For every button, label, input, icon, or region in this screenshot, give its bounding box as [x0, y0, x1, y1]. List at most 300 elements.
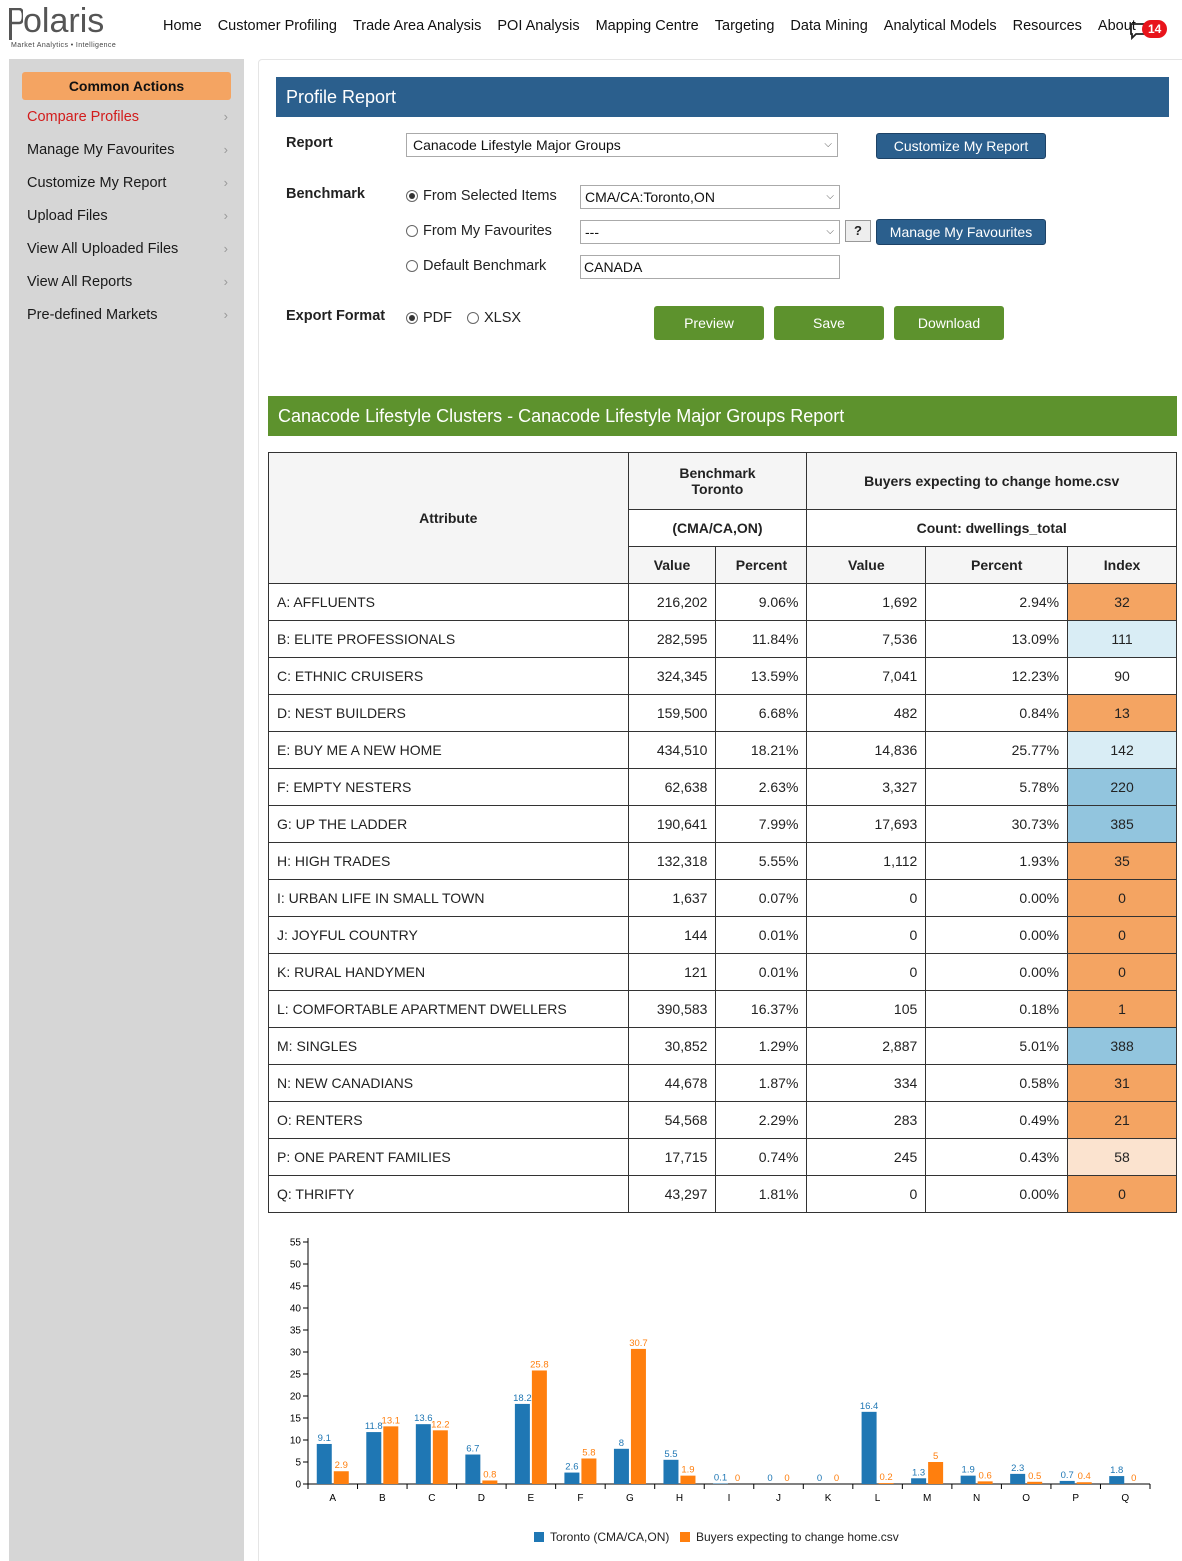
radio-default-benchmark[interactable] [406, 258, 546, 274]
y-tick-label: 55 [289, 1237, 301, 1249]
chevron-down-icon: ⌵ [826, 226, 834, 237]
data-label: 1.3 [912, 1467, 926, 1479]
sidebar-item-label: Upload Files [27, 208, 108, 224]
x-tick-label: O [1022, 1493, 1031, 1504]
bar-chart [270, 1230, 1170, 1555]
selected-items-select[interactable] [580, 185, 840, 209]
table-row [269, 695, 1177, 732]
data-label: 0 [784, 1473, 790, 1484]
legend-label-2: Buyers expecting to change home.csv [696, 1530, 899, 1544]
sidebar-item-label: View All Reports [27, 274, 133, 290]
cell-bench-value: 190,641 [628, 806, 716, 843]
cell-attribute: A: AFFLUENTS [269, 584, 629, 621]
cell-target-value: 245 [807, 1139, 926, 1176]
cell-attribute: I: URBAN LIFE IN SMALL TOWN [269, 880, 629, 917]
polaris-logo[interactable] [9, 2, 129, 52]
bar-a-series-1 [317, 1444, 332, 1484]
data-label: 0 [767, 1473, 773, 1484]
logo-mark-icon [9, 8, 23, 40]
col-target-sub: Count: dwellings_total [807, 510, 1177, 547]
default-benchmark-field[interactable]: CANADA [580, 255, 840, 279]
cell-bench-value: 390,583 [628, 991, 716, 1028]
bar-b-series-2 [383, 1426, 398, 1484]
nav-poi-analysis[interactable]: POI Analysis [497, 18, 580, 34]
report-table-body [269, 584, 1177, 1213]
favourites-select[interactable] [580, 220, 840, 244]
cell-bench-percent: 7.99% [716, 806, 807, 843]
y-tick-label: 30 [289, 1347, 301, 1359]
x-tick-label: N [973, 1493, 981, 1504]
bar-h-series-1 [663, 1460, 678, 1484]
cell-target-value: 7,536 [807, 621, 926, 658]
selected-items-value: CMA/CA:Toronto,ON [585, 189, 715, 205]
bar-c-series-1 [416, 1424, 431, 1484]
x-tick-label: B [378, 1493, 386, 1504]
sidebar-item-label: Pre-defined Markets [27, 307, 158, 323]
sidebar-item-pre-defined-markets[interactable] [9, 305, 244, 338]
table-row [269, 1065, 1177, 1102]
sidebar-item-label: Customize My Report [27, 175, 167, 191]
table-row [269, 1028, 1177, 1065]
cell-index: 13 [1068, 695, 1177, 732]
x-tick-label: I [727, 1493, 731, 1504]
nav-resources[interactable]: Resources [1012, 18, 1082, 34]
report-select-value: Canacode Lifestyle Major Groups [413, 137, 621, 153]
cell-bench-percent: 0.01% [716, 954, 807, 991]
sidebar [9, 59, 244, 1561]
cell-attribute: J: JOYFUL COUNTRY [269, 917, 629, 954]
cell-attribute: M: SINGLES [269, 1028, 629, 1065]
radio-pdf-label: PDF [423, 310, 452, 326]
cell-index: 111 [1068, 621, 1177, 658]
radio-selected-items-label: From Selected Items [423, 188, 557, 204]
help-button[interactable]: ? [845, 220, 871, 242]
report-table [268, 452, 1177, 1213]
y-tick-label: 40 [289, 1303, 301, 1315]
data-label: 8 [618, 1437, 625, 1449]
data-label: 1.9 [681, 1464, 695, 1476]
logo-tagline: Market Analytics • Intelligence [11, 42, 117, 49]
data-label: 0.6 [978, 1470, 992, 1482]
cell-bench-percent: 13.59% [716, 658, 807, 695]
col-target: Buyers expecting to change home.csv [807, 453, 1177, 510]
bar-o-series-2 [1027, 1482, 1042, 1484]
data-label: 1.9 [961, 1464, 975, 1476]
cell-bench-percent: 1.29% [716, 1028, 807, 1065]
cell-attribute: B: ELITE PROFESSIONALS [269, 621, 629, 658]
sidebar-item-label: Compare Profiles [27, 109, 140, 125]
y-tick-label: 50 [289, 1259, 301, 1271]
cell-attribute: N: NEW CANADIANS [269, 1065, 629, 1102]
data-label: 0.8 [483, 1469, 497, 1481]
chevron-right-icon: › [223, 175, 228, 190]
bar-e-series-2 [532, 1370, 547, 1484]
data-label: 11.8 [364, 1421, 383, 1433]
cell-bench-value: 121 [628, 954, 716, 991]
sidebar-item-label: View All Uploaded Files [27, 241, 179, 257]
chevron-right-icon: › [223, 274, 228, 289]
cell-bench-value: 62,638 [628, 769, 716, 806]
y-tick-label: 15 [289, 1413, 301, 1425]
col-benchmark: Benchmark Toronto [628, 453, 807, 510]
nav-analytical-models[interactable]: Analytical Models [883, 18, 997, 34]
cell-bench-value: 159,500 [628, 695, 716, 732]
report-title: Canacode Lifestyle Clusters - Canacode Lifestyle Major Groups Report [268, 396, 1177, 436]
cell-target-percent: 0.43% [926, 1139, 1068, 1176]
cell-bench-value: 44,678 [628, 1065, 716, 1102]
common-actions-header: Common Actions [22, 72, 231, 100]
cell-index: 32 [1068, 584, 1177, 621]
manage-favourites-button[interactable]: Manage My Favourites [876, 219, 1046, 245]
cell-target-value: 105 [807, 991, 926, 1028]
table-row [269, 991, 1177, 1028]
cell-bench-percent: 5.55% [716, 843, 807, 880]
cell-attribute: C: ETHNIC CRUISERS [269, 658, 629, 695]
cell-bench-value: 54,568 [628, 1102, 716, 1139]
bar-g-series-1 [614, 1449, 629, 1484]
data-label: 30.7 [629, 1337, 648, 1349]
cell-target-percent: 0.84% [926, 695, 1068, 732]
data-label: 25.8 [530, 1359, 549, 1371]
radio-off-icon [406, 225, 418, 237]
cell-target-percent: 1.93% [926, 843, 1068, 880]
radio-on-icon [406, 190, 418, 202]
sidebar-item-view-all-reports[interactable] [9, 272, 244, 305]
bar-f-series-1 [564, 1473, 579, 1484]
bar-h-series-2 [680, 1476, 695, 1484]
radio-xlsx[interactable] [467, 310, 521, 326]
table-row [269, 1139, 1177, 1176]
data-label: 13.6 [414, 1413, 433, 1425]
top-navbar [0, 0, 1182, 56]
table-row [269, 769, 1177, 806]
cell-bench-percent: 16.37% [716, 991, 807, 1028]
x-tick-label: K [824, 1493, 832, 1504]
radio-my-favourites-label: From My Favourites [423, 223, 552, 239]
nav-trade-area-analysis[interactable]: Trade Area Analysis [352, 18, 482, 34]
x-tick-label: P [1072, 1493, 1080, 1504]
data-label: 9.1 [317, 1432, 331, 1444]
nav-customer-profiling[interactable]: Customer Profiling [217, 18, 337, 34]
data-label: 0.1 [713, 1472, 728, 1484]
x-tick-label: G [626, 1493, 634, 1504]
bar-p-series-1 [1060, 1481, 1075, 1484]
cell-target-percent: 0.00% [926, 954, 1068, 991]
cell-attribute: K: RURAL HANDYMEN [269, 954, 629, 991]
data-label: 18.2 [513, 1392, 532, 1404]
chart-svg [270, 1230, 1170, 1555]
cell-target-value: 482 [807, 695, 926, 732]
x-tick-label: A [329, 1493, 337, 1504]
cell-index: 0 [1068, 1176, 1177, 1213]
data-label: 0.2 [879, 1472, 893, 1484]
benchmark-label: Benchmark [286, 186, 365, 202]
col-target-percent: Percent [926, 547, 1068, 584]
cell-index: 385 [1068, 806, 1177, 843]
bar-o-series-1 [1010, 1474, 1025, 1484]
cell-bench-value: 216,202 [628, 584, 716, 621]
cell-target-value: 1,692 [807, 584, 926, 621]
cell-target-value: 0 [807, 1176, 926, 1213]
cell-bench-percent: 18.21% [716, 732, 807, 769]
data-label: 5.8 [582, 1447, 596, 1459]
cell-bench-value: 43,297 [628, 1176, 716, 1213]
cell-bench-value: 144 [628, 917, 716, 954]
table-row [269, 732, 1177, 769]
radio-selected-items[interactable] [406, 188, 557, 204]
data-label: 16.4 [859, 1400, 879, 1412]
cell-attribute: G: UP THE LADDER [269, 806, 629, 843]
data-label: 0 [734, 1473, 741, 1484]
bar-a-series-2 [334, 1471, 349, 1484]
y-tick-label: 5 [295, 1457, 301, 1469]
cell-index: 58 [1068, 1139, 1177, 1176]
cell-target-value: 14,836 [807, 732, 926, 769]
cell-target-value: 0 [807, 954, 926, 991]
cell-target-value: 1,112 [807, 843, 926, 880]
bar-d-series-2 [482, 1480, 497, 1484]
cell-bench-percent: 11.84% [716, 621, 807, 658]
bar-f-series-2 [581, 1458, 596, 1484]
cell-attribute: F: EMPTY NESTERS [269, 769, 629, 806]
bar-b-series-1 [366, 1432, 381, 1484]
radio-off-icon [406, 260, 418, 272]
cell-target-value: 3,327 [807, 769, 926, 806]
cell-index: 0 [1068, 880, 1177, 917]
cell-bench-percent: 1.81% [716, 1176, 807, 1213]
data-label: 1.8 [1110, 1465, 1124, 1477]
cell-target-percent: 30.73% [926, 806, 1068, 843]
cell-bench-value: 17,715 [628, 1139, 716, 1176]
bar-e-series-1 [515, 1404, 530, 1484]
cell-bench-percent: 2.63% [716, 769, 807, 806]
logo-text: olaris [23, 2, 105, 40]
x-tick-label: E [527, 1493, 535, 1504]
cell-index: 388 [1068, 1028, 1177, 1065]
cell-index: 35 [1068, 843, 1177, 880]
cell-index: 31 [1068, 1065, 1177, 1102]
cell-attribute: L: COMFORTABLE APARTMENT DWELLERS [269, 991, 629, 1028]
bar-g-series-2 [631, 1349, 646, 1484]
bar-d-series-1 [465, 1455, 480, 1484]
table-row [269, 954, 1177, 991]
cell-bench-value: 132,318 [628, 843, 716, 880]
data-label: 2.9 [334, 1460, 348, 1472]
sidebar-item-upload-files[interactable] [9, 206, 244, 239]
nav-about[interactable]: About [1097, 18, 1136, 34]
cell-target-percent: 0.00% [926, 880, 1068, 917]
cell-target-percent: 25.77% [926, 732, 1068, 769]
cell-index: 142 [1068, 732, 1177, 769]
x-tick-label: F [577, 1493, 584, 1504]
main-nav [155, 18, 1144, 34]
cell-target-value: 2,887 [807, 1028, 926, 1065]
nav-targeting[interactable]: Targeting [714, 18, 775, 34]
data-label: 0 [816, 1473, 823, 1484]
cell-index: 0 [1068, 954, 1177, 991]
bar-q-series-1 [1109, 1476, 1124, 1484]
col-bench-value: Value [628, 547, 716, 584]
x-tick-label: Q [1121, 1493, 1130, 1504]
cell-target-value: 17,693 [807, 806, 926, 843]
data-label: 0.7 [1060, 1469, 1074, 1481]
x-tick-label: D [477, 1493, 485, 1504]
cell-target-value: 0 [807, 880, 926, 917]
x-tick-label: J [776, 1493, 782, 1504]
cell-bench-percent: 1.87% [716, 1065, 807, 1102]
sidebar-menu [9, 107, 244, 338]
cell-bench-percent: 2.29% [716, 1102, 807, 1139]
cell-target-percent: 0.18% [926, 991, 1068, 1028]
sidebar-item-view-all-uploaded-files[interactable] [9, 239, 244, 272]
data-label: 5.5 [664, 1448, 678, 1460]
table-row [269, 1102, 1177, 1139]
x-tick-label: C [428, 1493, 436, 1504]
legend-swatch-1 [534, 1532, 544, 1542]
save-button[interactable]: Save [774, 306, 884, 340]
cell-attribute: E: BUY ME A NEW HOME [269, 732, 629, 769]
cell-target-value: 283 [807, 1102, 926, 1139]
cell-target-percent: 2.94% [926, 584, 1068, 621]
cell-bench-value: 30,852 [628, 1028, 716, 1065]
report-select[interactable] [406, 133, 838, 157]
notification-count: 14 [1142, 20, 1167, 38]
cell-bench-percent: 6.68% [716, 695, 807, 732]
table-row [269, 621, 1177, 658]
cell-bench-value: 434,510 [628, 732, 716, 769]
cell-index: 220 [1068, 769, 1177, 806]
cell-bench-percent: 0.01% [716, 917, 807, 954]
cell-target-percent: 0.49% [926, 1102, 1068, 1139]
cell-bench-value: 282,595 [628, 621, 716, 658]
cell-bench-value: 324,345 [628, 658, 716, 695]
data-label: 0 [833, 1473, 840, 1484]
y-tick-label: 10 [289, 1435, 301, 1447]
cell-target-value: 334 [807, 1065, 926, 1102]
sidebar-item-customize-my-report[interactable] [9, 173, 244, 206]
radio-off-icon [467, 312, 479, 324]
table-row [269, 843, 1177, 880]
cell-target-value: 0 [807, 917, 926, 954]
data-label: 0.5 [1028, 1470, 1042, 1482]
col-index: Index [1068, 547, 1177, 584]
data-label: 2.3 [1011, 1462, 1025, 1474]
col-target-value: Value [807, 547, 926, 584]
bar-l-series-2 [879, 1483, 894, 1484]
chevron-right-icon: › [223, 307, 228, 322]
y-tick-label: 25 [289, 1369, 301, 1381]
cell-index: 21 [1068, 1102, 1177, 1139]
data-label: 0 [1131, 1473, 1137, 1484]
table-row [269, 1176, 1177, 1213]
cell-target-percent: 0.00% [926, 917, 1068, 954]
cell-attribute: H: HIGH TRADES [269, 843, 629, 880]
cell-target-percent: 0.00% [926, 1176, 1068, 1213]
chevron-right-icon: › [223, 109, 228, 124]
cell-bench-percent: 9.06% [716, 584, 807, 621]
cell-bench-value: 1,637 [628, 880, 716, 917]
export-format-label: Export Format [286, 308, 386, 324]
cell-target-percent: 5.01% [926, 1028, 1068, 1065]
sidebar-item-label: Manage My Favourites [27, 142, 175, 158]
messages-button[interactable] [1128, 18, 1168, 40]
data-label: 5 [932, 1451, 939, 1462]
col-bench-percent: Percent [716, 547, 807, 584]
x-tick-label: L [874, 1493, 881, 1504]
data-label: 6.7 [466, 1443, 480, 1455]
data-label: 0.4 [1077, 1471, 1091, 1483]
table-row [269, 584, 1177, 621]
data-label: 12.2 [431, 1419, 450, 1431]
table-row [269, 917, 1177, 954]
bar-n-series-1 [961, 1476, 976, 1484]
bar-p-series-2 [1077, 1482, 1092, 1484]
table-row [269, 658, 1177, 695]
x-tick-label: M [922, 1493, 932, 1504]
preview-button[interactable]: Preview [654, 306, 764, 340]
table-row [269, 806, 1177, 843]
table-row [269, 880, 1177, 917]
cell-attribute: Q: THRIFTY [269, 1176, 629, 1213]
legend-label-1: Toronto (CMA/CA,ON) [550, 1530, 670, 1544]
legend-swatch-2 [680, 1532, 690, 1542]
cell-index: 90 [1068, 658, 1177, 695]
chevron-right-icon: › [223, 241, 228, 256]
nav-mapping-centre[interactable]: Mapping Centre [595, 18, 699, 34]
cell-attribute: P: ONE PARENT FAMILIES [269, 1139, 629, 1176]
bar-m-series-1 [911, 1478, 926, 1484]
chevron-down-icon: ⌵ [826, 191, 834, 202]
cell-target-percent: 13.09% [926, 621, 1068, 658]
sidebar-item-compare-profiles[interactable] [9, 107, 244, 140]
bar-l-series-1 [862, 1412, 877, 1484]
bar-m-series-2 [928, 1462, 943, 1484]
y-tick-label: 35 [289, 1325, 301, 1337]
download-button[interactable]: Download [894, 306, 1004, 340]
col-attribute: Attribute [269, 453, 629, 584]
cell-bench-percent: 0.07% [716, 880, 807, 917]
bar-n-series-2 [978, 1481, 993, 1484]
report-label: Report [286, 135, 333, 151]
sidebar-item-manage-my-favourites[interactable] [9, 140, 244, 173]
favourites-value: --- [585, 224, 599, 240]
chevron-right-icon: › [223, 142, 228, 157]
radio-pdf[interactable] [406, 310, 452, 326]
radio-my-favourites[interactable] [406, 223, 552, 239]
chevron-down-icon: ⌵ [824, 139, 832, 150]
x-tick-label: H [675, 1493, 684, 1504]
nav-home[interactable]: Home [163, 18, 202, 34]
y-tick-label: 45 [289, 1281, 301, 1293]
data-label: 13.1 [381, 1415, 401, 1427]
cell-index: 1 [1068, 991, 1177, 1028]
radio-xlsx-label: XLSX [484, 310, 522, 326]
cell-target-value: 7,041 [807, 658, 926, 695]
chevron-right-icon: › [223, 208, 228, 223]
nav-data-mining[interactable]: Data Mining [790, 18, 868, 34]
y-tick-label: 0 [295, 1479, 301, 1491]
profile-report-header: Profile Report [276, 77, 1169, 117]
customize-report-button[interactable]: Customize My Report [876, 133, 1046, 159]
cell-index: 0 [1068, 917, 1177, 954]
cell-bench-percent: 0.74% [716, 1139, 807, 1176]
cell-attribute: O: RENTERS [269, 1102, 629, 1139]
radio-on-icon [406, 312, 418, 324]
data-label: 2.6 [565, 1461, 579, 1473]
cell-attribute: D: NEST BUILDERS [269, 695, 629, 732]
cell-target-percent: 0.58% [926, 1065, 1068, 1102]
bar-c-series-2 [433, 1430, 448, 1484]
